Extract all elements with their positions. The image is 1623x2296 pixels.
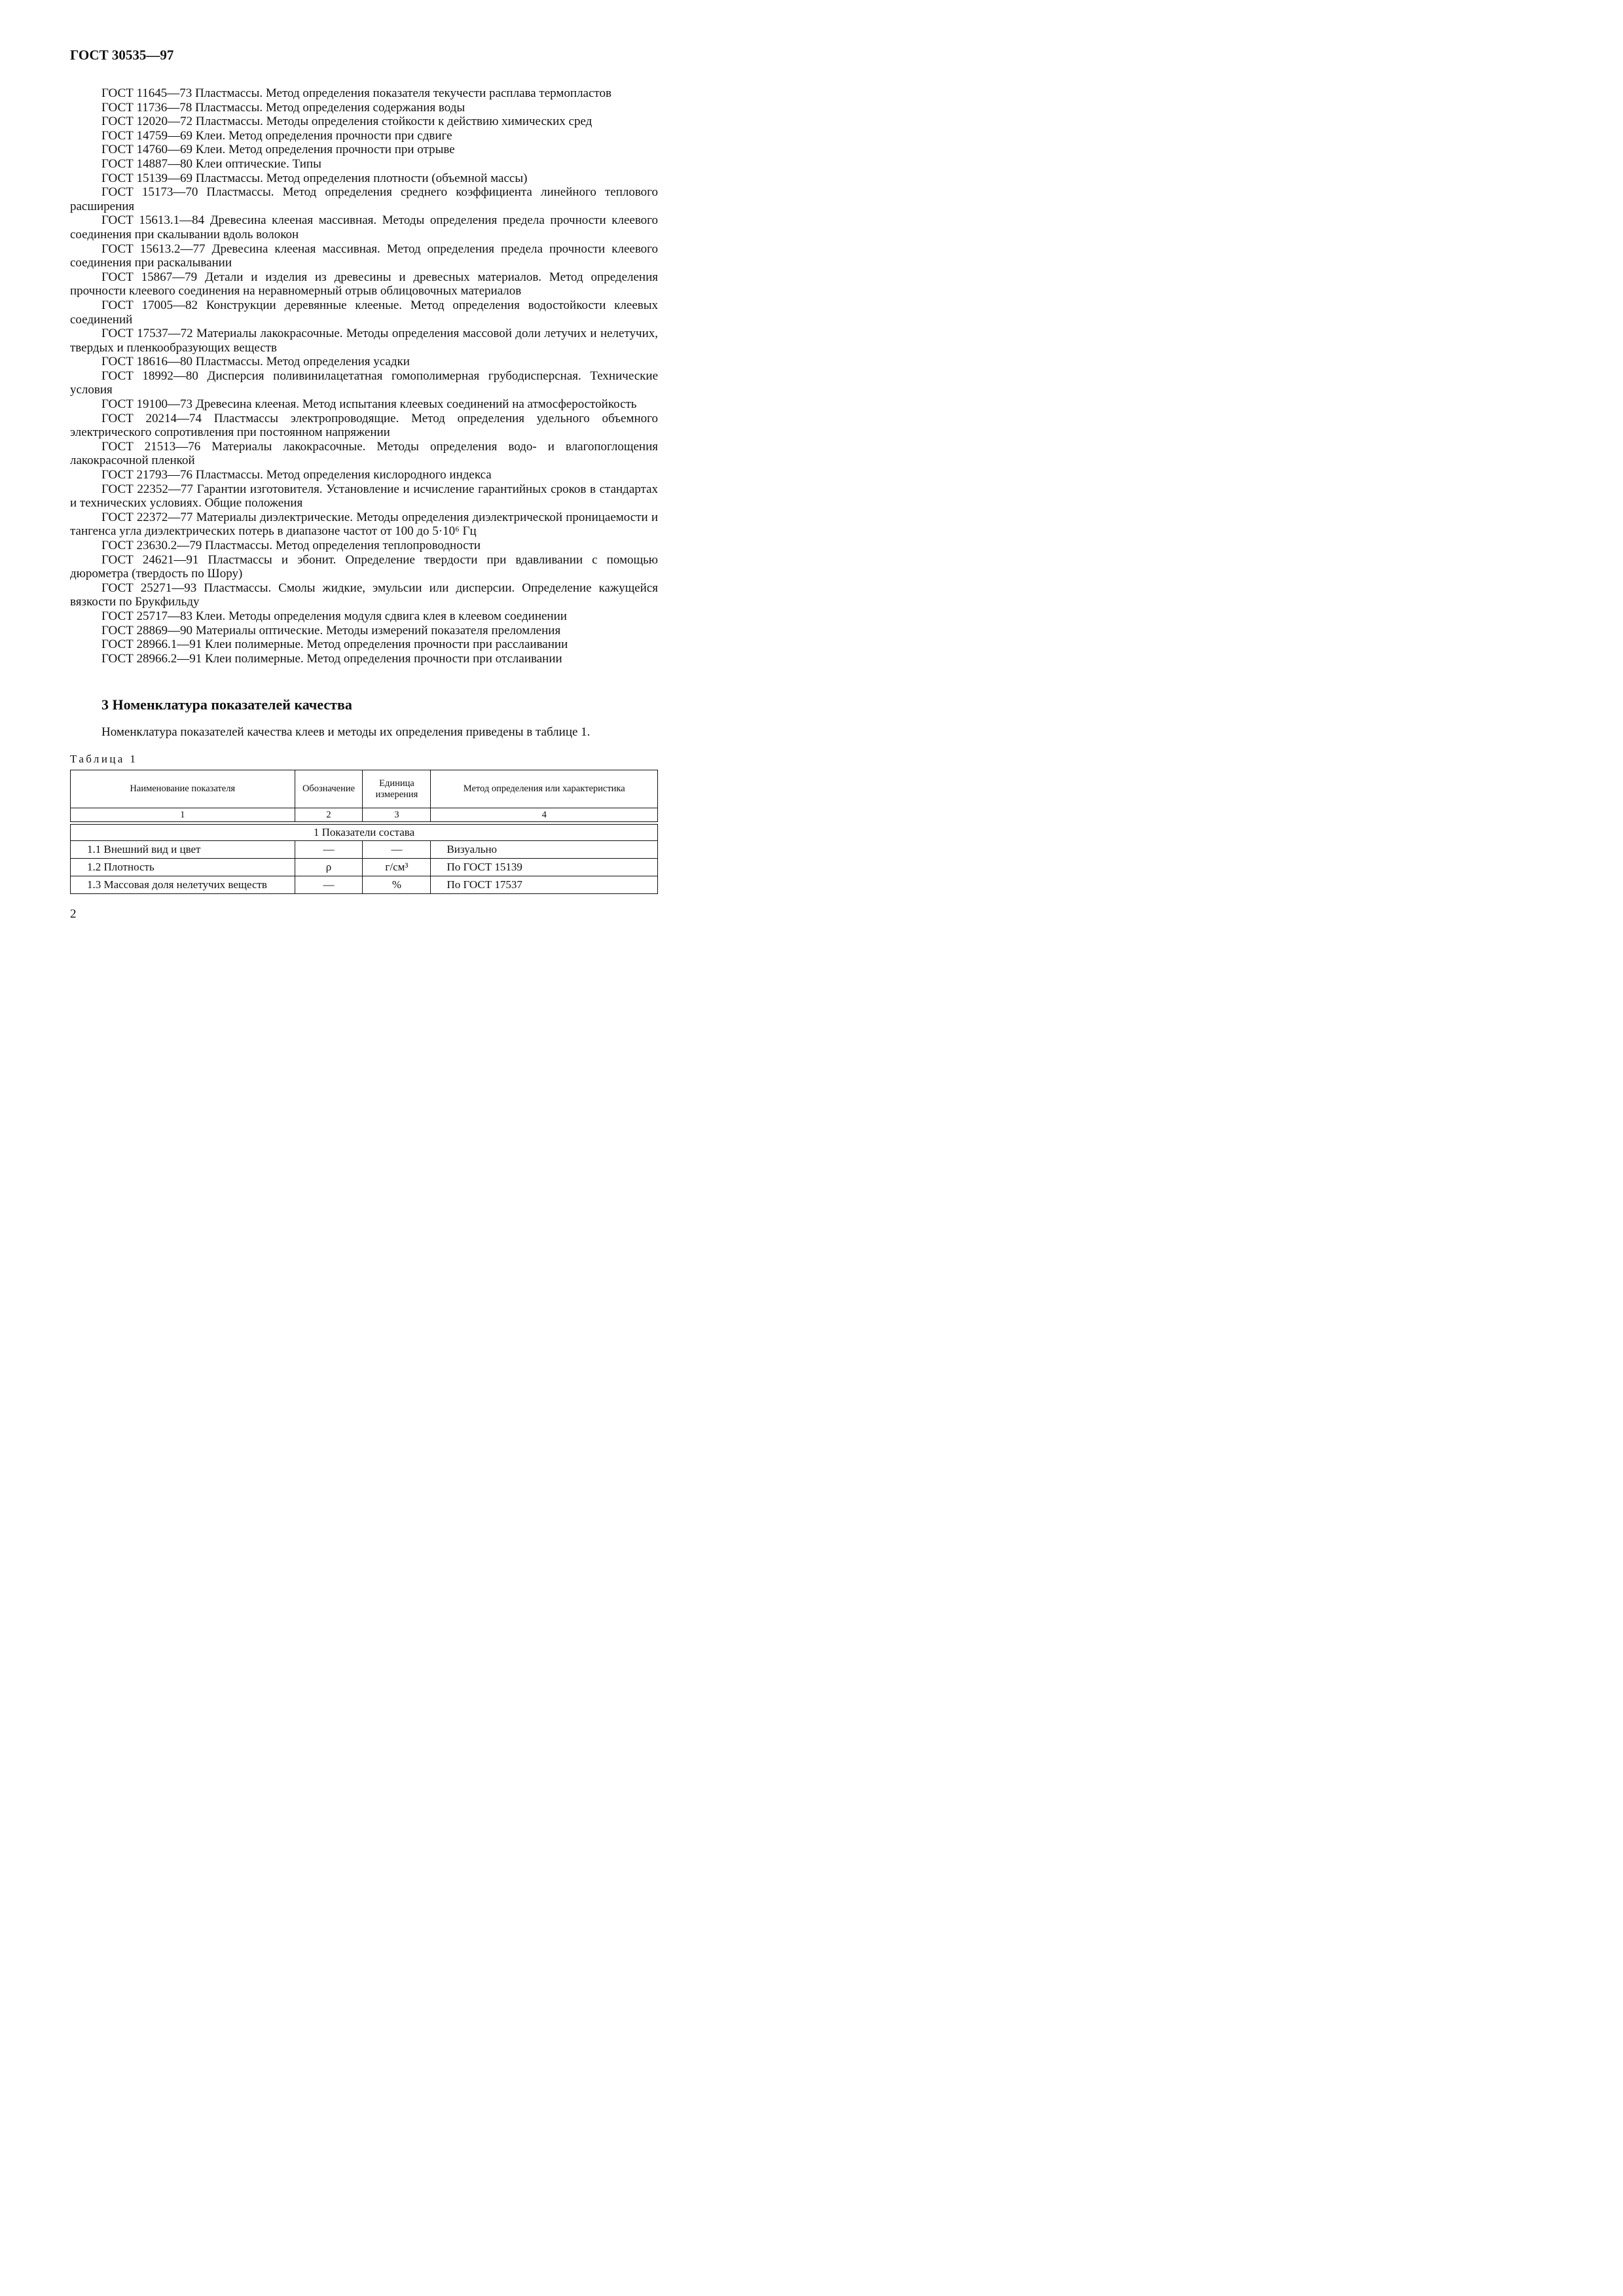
table-row — [71, 876, 658, 894]
reference-item: ГОСТ 20214—74 Пластмассы электропроводящие. Метод определения удельного объемного электрического сопротивления при постоянном напряжении — [70, 411, 658, 440]
table-cell: — — [295, 841, 363, 859]
table-header-cell: Единица измерения — [363, 770, 431, 808]
table-cell: Визуально — [431, 841, 658, 859]
table-group-title: 1 Показатели состава — [71, 825, 658, 841]
reference-item: ГОСТ 25271—93 Пластмассы. Смолы жидкие, эмульсии или дисперсии. Определение кажущейся вязкости по Брукфильду — [70, 581, 658, 609]
reference-item: ГОСТ 14760—69 Клеи. Метод определения прочности при отрыве — [101, 143, 455, 157]
table-cell: % — [363, 876, 431, 894]
table-cell: — — [363, 841, 431, 859]
table-header-cell: Метод определения или характеристика — [431, 770, 658, 808]
normative-references-list — [70, 86, 658, 666]
reference-item: ГОСТ 15173—70 Пластмассы. Метод определения среднего коэффициента линейного теплового расширения — [70, 185, 658, 213]
document-header: ГОСТ 30535—97 — [70, 47, 174, 63]
reference-item: ГОСТ 19100—73 Древесина клееная. Метод испытания клеевых соединений на атмосферостойкость — [101, 397, 637, 412]
reference-item: ГОСТ 14759—69 Клеи. Метод определения прочности при сдвиге — [101, 128, 452, 143]
reference-item: ГОСТ 18992—80 Дисперсия поливинилацетатная гомополимерная грубодисперсная. Технические условия — [70, 368, 658, 397]
reference-item: ГОСТ 11736—78 Пластмассы. Метод определения содержания воды — [101, 100, 465, 115]
reference-item: ГОСТ 14887—80 Клеи оптические. Типы — [101, 156, 321, 171]
column-number: 2 — [295, 808, 363, 822]
reference-item: ГОСТ 22372—77 Материалы диэлектрические. Методы определения диэлектрической проницаемости и тангенса угла диэлектрических потерь в диапазоне частот от 100 до 5·10⁶ Гц — [70, 510, 658, 539]
reference-item: ГОСТ 15613.1—84 Древесина клееная массивная. Методы определения предела прочности клеевого соединения при скалывании вдоль волокон — [70, 213, 658, 242]
table-group-row — [71, 825, 658, 841]
table-header-cell: Наименование показателя — [71, 770, 295, 808]
table-cell: 1.2 Плотность — [71, 859, 295, 876]
table-cell: По ГОСТ 17537 — [431, 876, 658, 894]
reference-item: ГОСТ 23630.2—79 Пластмассы. Метод определения теплопроводности — [101, 539, 481, 552]
reference-item: ГОСТ 28966.1—91 Клеи полимерные. Метод определения прочности при расслаивании — [101, 637, 568, 652]
quality-indicators-table — [70, 770, 658, 894]
section-title: 3 Номенклатура показателей качества — [101, 696, 352, 713]
column-number: 1 — [71, 808, 295, 822]
table-row — [71, 841, 658, 859]
section-paragraph: Номенклатура показателей качества клеев и методы их определения приведены в таблице 1. — [101, 725, 591, 739]
reference-item: ГОСТ 24621—91 Пластмассы и эбонит. Определение твердости при вдавливании с помощью дюрометра (твердость по Шору) — [70, 552, 658, 581]
table-header-row — [71, 770, 658, 808]
table-column-numbers-row — [71, 808, 658, 822]
reference-item: ГОСТ 15867—79 Детали и изделия из древесины и древесных материалов. Метод определения прочности клеевого соединения на неравномерный отрыв облицовочных материалов — [70, 270, 658, 298]
table-cell: 1.1 Внешний вид и цвет — [71, 841, 295, 859]
reference-item: ГОСТ 25717—83 Клеи. Методы определения модуля сдвига клея в клеевом соединении — [101, 609, 567, 623]
column-number: 4 — [431, 808, 658, 822]
page-number: 2 — [70, 907, 77, 921]
table-cell: — — [295, 876, 363, 894]
reference-item: ГОСТ 11645—73 Пластмассы. Метод определения показателя текучести расплава термопластов — [101, 86, 611, 100]
table-row — [71, 859, 658, 876]
table-cell: 1.3 Массовая доля нелетучих веществ — [71, 876, 295, 894]
reference-item: ГОСТ 28869—90 Материалы оптические. Методы измерений показателя преломления — [101, 623, 561, 637]
reference-item: ГОСТ 17005—82 Конструкции деревянные клееные. Метод определения водостойкости клеевых соединений — [70, 298, 658, 327]
reference-item: ГОСТ 18616—80 Пластмассы. Метод определения усадки — [101, 355, 410, 369]
reference-item: ГОСТ 17537—72 Материалы лакокрасочные. Методы определения массовой доли летучих и нелетучих, твердых и пленкообразующих веществ — [70, 327, 658, 355]
reference-item: ГОСТ 28966.2—91 Клеи полимерные. Метод определения прочности при отслаивании — [101, 651, 562, 666]
table-header-cell: Обозначение — [295, 770, 363, 808]
reference-item: ГОСТ 22352—77 Гарантии изготовителя. Установление и исчисление гарантийных сроков в стандартах и технических условиях. Общие положения — [70, 482, 658, 511]
column-number: 3 — [363, 808, 431, 822]
table-cell: По ГОСТ 15139 — [431, 859, 658, 876]
reference-item: ГОСТ 21513—76 Материалы лакокрасочные. Методы определения водо- и влагопоглощения лакокрасочной пленкой — [70, 439, 658, 468]
reference-item: ГОСТ 15139—69 Пластмассы. Метод определения плотности (объемной массы) — [101, 171, 528, 185]
table-cell: ρ — [295, 859, 363, 876]
table-caption: Таблица 1 — [70, 753, 138, 765]
reference-item: ГОСТ 12020—72 Пластмассы. Методы определения стойкости к действию химических сред — [101, 115, 593, 129]
reference-item: ГОСТ 15613.2—77 Древесина клееная массивная. Метод определения предела прочности клеевого соединения при раскалывании — [70, 242, 658, 270]
table-cell: г/см³ — [363, 859, 431, 876]
reference-item: ГОСТ 21793—76 Пластмассы. Метод определения кислородного индекса — [101, 468, 492, 482]
